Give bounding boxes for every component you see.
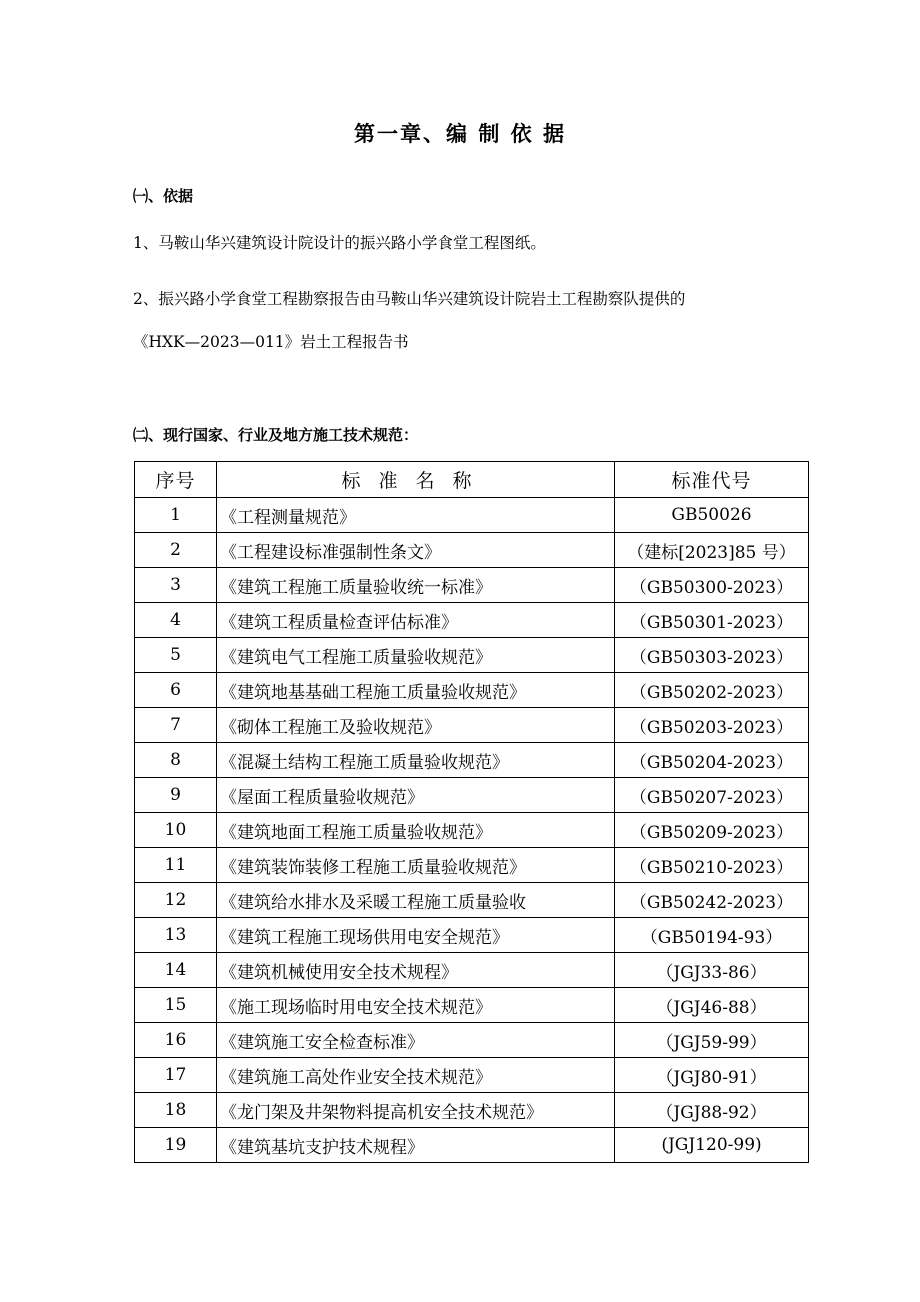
table-row [135, 1128, 809, 1163]
row-index: 6 [135, 673, 217, 708]
standard-name: 《建筑电气工程施工质量验收规范》 [217, 638, 615, 673]
standard-code: （JGJ80-91） [615, 1058, 809, 1093]
standard-code: （GB50194-93） [615, 918, 809, 953]
header-code: 标准代号 [615, 462, 809, 498]
row-index: 11 [135, 848, 217, 883]
table-row [135, 918, 809, 953]
row-index: 5 [135, 638, 217, 673]
standard-code: GB50026 [615, 498, 809, 533]
standard-name: 《混凝土结构工程施工质量验收规范》 [217, 743, 615, 778]
standard-code: （GB50203-2023） [615, 708, 809, 743]
row-index: 13 [135, 918, 217, 953]
table-header-row [135, 462, 809, 498]
standard-name: 《砌体工程施工及验收规范》 [217, 708, 615, 743]
standard-name: 《建筑工程施工质量验收统一标准》 [217, 568, 615, 603]
table-row [135, 883, 809, 918]
standard-name: 《建筑施工高处作业安全技术规范》 [217, 1058, 615, 1093]
standard-name: 《建筑工程质量检查评估标准》 [217, 603, 615, 638]
standard-code: （建标[2023]85 号） [615, 533, 809, 568]
standard-code: （GB50202-2023） [615, 673, 809, 708]
standard-code: （GB50204-2023） [615, 743, 809, 778]
standard-name: 《建筑装饰装修工程施工质量验收规范》 [217, 848, 615, 883]
basis-item-2: 2、振兴路小学食堂工程勘察报告由马鞍山华兴建筑设计院岩土工程勘察队提供的 [133, 290, 686, 308]
table-row [135, 568, 809, 603]
table-row [135, 988, 809, 1023]
row-index: 7 [135, 708, 217, 743]
standard-code: （JGJ88-92） [615, 1093, 809, 1128]
standard-code: （GB50209-2023） [615, 813, 809, 848]
table-row [135, 848, 809, 883]
header-index: 序号 [135, 462, 217, 498]
table-row [135, 813, 809, 848]
standard-name: 《建筑地面工程施工质量验收规范》 [217, 813, 615, 848]
table-row [135, 708, 809, 743]
standard-code: （JGJ59-99） [615, 1023, 809, 1058]
standard-code: （JGJ33-86） [615, 953, 809, 988]
standard-name: 《工程测量规范》 [217, 498, 615, 533]
basis-item-1: 1、马鞍山华兴建筑设计院设计的振兴路小学食堂工程图纸。 [133, 234, 546, 252]
table-row [135, 1093, 809, 1128]
table-row [135, 603, 809, 638]
standard-name: 《建筑施工安全检查标准》 [217, 1023, 615, 1058]
standard-name: 《建筑工程施工现场供用电安全规范》 [217, 918, 615, 953]
row-index: 19 [135, 1128, 217, 1163]
row-index: 17 [135, 1058, 217, 1093]
header-name: 标准名称 [217, 462, 615, 498]
row-index: 14 [135, 953, 217, 988]
page-title: 第一章、编 制 依 据 [354, 122, 566, 146]
row-index: 4 [135, 603, 217, 638]
row-index: 16 [135, 1023, 217, 1058]
standard-code: （GB50210-2023） [615, 848, 809, 883]
standard-code: （JGJ46-88） [615, 988, 809, 1023]
table-row [135, 638, 809, 673]
section-heading-standards: ㈡、现行国家、行业及地方施工技术规范： [133, 426, 419, 444]
table-row [135, 1023, 809, 1058]
table-row [135, 498, 809, 533]
standard-name: 《施工现场临时用电安全技术规范》 [217, 988, 615, 1023]
standard-name: 《龙门架及井架物料提高机安全技术规范》 [217, 1093, 615, 1128]
table-row [135, 953, 809, 988]
table-row [135, 1058, 809, 1093]
row-index: 2 [135, 533, 217, 568]
section-heading-basis: ㈠、依据 [133, 187, 194, 205]
table-row [135, 533, 809, 568]
table-row [135, 743, 809, 778]
row-index: 18 [135, 1093, 217, 1128]
standards-table [134, 461, 809, 1163]
standard-name: 《屋面工程质量验收规范》 [217, 778, 615, 813]
table-row [135, 778, 809, 813]
standard-name: 《工程建设标准强制性条文》 [217, 533, 615, 568]
row-index: 3 [135, 568, 217, 603]
row-index: 8 [135, 743, 217, 778]
standard-code: （GB50242-2023） [615, 883, 809, 918]
standard-name: 《建筑给水排水及采暖工程施工质量验收 [217, 883, 615, 918]
row-index: 15 [135, 988, 217, 1023]
standard-code: (JGJ120-99) [615, 1128, 809, 1163]
basis-item-2-continued: 《HXK—2023—011》岩土工程报告书 [133, 333, 409, 351]
row-index: 10 [135, 813, 217, 848]
standard-code: （GB50207-2023） [615, 778, 809, 813]
standard-name: 《建筑地基基础工程施工质量验收规范》 [217, 673, 615, 708]
table-row [135, 673, 809, 708]
row-index: 12 [135, 883, 217, 918]
standard-code: （GB50301-2023） [615, 603, 809, 638]
row-index: 9 [135, 778, 217, 813]
row-index: 1 [135, 498, 217, 533]
standard-name: 《建筑基坑支护技术规程》 [217, 1128, 615, 1163]
standard-name: 《建筑机械使用安全技术规程》 [217, 953, 615, 988]
standard-code: （GB50303-2023） [615, 638, 809, 673]
standard-code: （GB50300-2023） [615, 568, 809, 603]
